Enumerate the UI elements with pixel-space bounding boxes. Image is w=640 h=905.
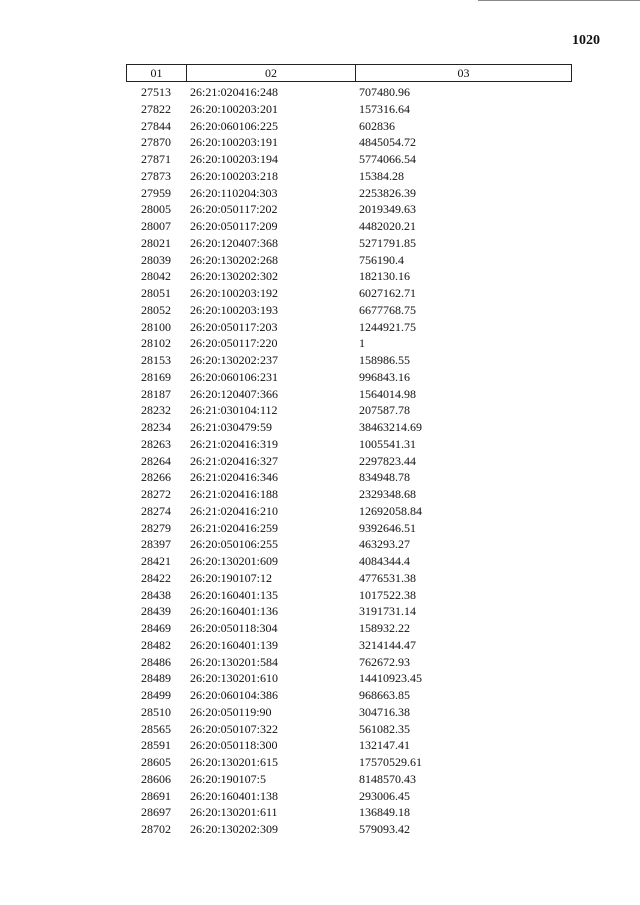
table-row xyxy=(126,520,570,537)
cell-row-id: 28439 xyxy=(141,604,171,619)
table-row xyxy=(126,402,570,419)
cell-row-id: 28499 xyxy=(141,688,171,702)
cell-value: 4776531.38 xyxy=(359,570,416,585)
cell-value: 2329348.68 xyxy=(359,487,416,501)
cell-row-id: 28169 xyxy=(141,369,171,384)
cell-cadastral-number: 26:20:120407:366 xyxy=(190,386,279,401)
cell-row-id: 28274 xyxy=(141,503,171,518)
cell-value: 17570529.61 xyxy=(359,755,422,769)
table-row xyxy=(126,118,570,135)
cell-cadastral-number: 26:21:020416:327 xyxy=(190,453,279,468)
cell-row-id: 28605 xyxy=(141,755,171,769)
cell-row-id: 28102 xyxy=(141,336,171,351)
cell-cadastral-number: 26:21:020416:259 xyxy=(190,520,279,535)
cell-value: 707480.96 xyxy=(359,85,410,99)
cell-value: 15384.28 xyxy=(359,168,404,183)
table-row xyxy=(126,503,570,520)
cell-row-id: 28153 xyxy=(141,353,171,367)
table-row xyxy=(126,721,570,738)
table-row xyxy=(126,335,570,352)
table-row xyxy=(126,687,570,704)
cell-value: 834948.78 xyxy=(359,470,410,485)
cell-cadastral-number: 26:20:060106:225 xyxy=(190,118,279,133)
cell-cadastral-number: 26:20:050117:209 xyxy=(190,219,278,233)
cell-cadastral-number: 26:20:190107:12 xyxy=(190,570,273,585)
cell-row-id: 28565 xyxy=(141,721,171,736)
cell-value: 2297823.44 xyxy=(359,453,416,468)
cell-row-id: 27870 xyxy=(141,135,171,150)
cell-row-id: 28234 xyxy=(141,420,171,434)
cell-row-id: 28482 xyxy=(141,637,171,652)
cell-row-id: 28691 xyxy=(141,788,171,803)
cell-cadastral-number: 26:20:130201:584 xyxy=(190,654,279,669)
cell-cadastral-number: 26:20:050119:90 xyxy=(190,704,272,719)
cell-cadastral-number: 26:20:060106:231 xyxy=(190,369,279,384)
table-row xyxy=(126,654,570,671)
cell-cadastral-number: 26:20:130202:268 xyxy=(190,252,279,267)
table-row xyxy=(126,553,570,570)
cell-cadastral-number: 26:20:130201:609 xyxy=(190,554,279,568)
cell-cadastral-number: 26:21:030479:59 xyxy=(190,420,273,434)
cell-cadastral-number: 26:20:120407:368 xyxy=(190,235,279,250)
cell-row-id: 28697 xyxy=(141,805,171,820)
cell-row-id: 28051 xyxy=(141,286,171,300)
table-row xyxy=(126,302,570,319)
cell-value: 12692058.84 xyxy=(359,503,422,518)
cell-value: 3191731.14 xyxy=(359,604,416,619)
table-row xyxy=(126,737,570,754)
cell-cadastral-number: 26:21:020416:210 xyxy=(190,503,279,518)
cell-cadastral-number: 26:21:030104:112 xyxy=(190,403,278,418)
table-row xyxy=(126,151,570,168)
table-row xyxy=(126,84,570,101)
cell-cadastral-number: 26:20:100203:192 xyxy=(190,286,279,300)
cell-cadastral-number: 26:20:130201:610 xyxy=(190,671,279,686)
cell-value: 5774066.54 xyxy=(359,152,416,166)
cell-value: 158932.22 xyxy=(359,621,410,635)
cell-cadastral-number: 26:21:020416:248 xyxy=(190,85,279,99)
cell-cadastral-number: 26:20:110204:303 xyxy=(190,185,278,200)
table-row xyxy=(126,469,570,486)
table-row xyxy=(126,268,570,285)
table-row xyxy=(126,134,570,151)
cell-value: 14410923.45 xyxy=(359,671,422,686)
page-number: 1020 xyxy=(572,33,600,48)
cell-value: 158986.55 xyxy=(359,353,410,367)
cell-value: 996843.16 xyxy=(359,369,410,384)
cell-row-id: 28421 xyxy=(141,554,171,568)
cell-value: 182130.16 xyxy=(359,269,410,284)
cell-row-id: 28591 xyxy=(141,738,171,753)
table-row xyxy=(126,603,570,620)
cell-row-id: 27959 xyxy=(141,185,171,200)
cell-cadastral-number: 26:20:130201:615 xyxy=(190,755,279,769)
cell-value: 207587.78 xyxy=(359,403,410,418)
cell-value: 1 xyxy=(359,336,365,351)
table-header xyxy=(126,64,572,82)
cell-row-id: 28397 xyxy=(141,537,171,552)
table-body xyxy=(126,84,570,838)
cell-cadastral-number: 26:20:100203:218 xyxy=(190,168,279,183)
table-row xyxy=(126,704,570,721)
cell-value: 1017522.38 xyxy=(359,587,416,602)
table-row xyxy=(126,101,570,118)
cell-row-id: 28510 xyxy=(141,704,171,719)
cell-cadastral-number: 26:20:160401:136 xyxy=(190,604,279,619)
table-row xyxy=(126,201,570,218)
cell-cadastral-number: 26:20:100203:191 xyxy=(190,135,279,150)
cell-cadastral-number: 26:20:160401:135 xyxy=(190,587,279,602)
cell-row-id: 27844 xyxy=(141,118,171,133)
table-row xyxy=(126,570,570,587)
cell-value: 2019349.63 xyxy=(359,202,416,217)
table-row xyxy=(126,386,570,403)
cell-value: 1564014.98 xyxy=(359,386,416,401)
cell-value: 602836 xyxy=(359,118,395,133)
cell-cadastral-number: 26:20:130201:611 xyxy=(190,805,278,820)
cell-cadastral-number: 26:20:050118:304 xyxy=(190,621,278,635)
cell-value: 136849.18 xyxy=(359,805,410,820)
cell-row-id: 28052 xyxy=(141,302,171,317)
cell-value: 4084344.4 xyxy=(359,554,410,568)
cell-row-id: 28039 xyxy=(141,252,171,267)
table-row xyxy=(126,453,570,470)
cell-value: 304716.38 xyxy=(359,704,410,719)
cell-value: 9392646.51 xyxy=(359,520,416,535)
cell-row-id: 28422 xyxy=(141,570,171,585)
cell-row-id: 28021 xyxy=(141,235,171,250)
cell-value: 6027162.71 xyxy=(359,286,416,300)
table-row xyxy=(126,637,570,654)
cell-value: 4482020.21 xyxy=(359,219,416,233)
cell-cadastral-number: 26:21:020416:346 xyxy=(190,470,279,485)
cell-cadastral-number: 26:20:100203:194 xyxy=(190,152,279,166)
cell-cadastral-number: 26:20:100203:201 xyxy=(190,101,279,116)
cell-cadastral-number: 26:20:130202:237 xyxy=(190,353,279,367)
table-row xyxy=(126,235,570,252)
table-row xyxy=(126,620,570,637)
cell-value: 1244921.75 xyxy=(359,319,416,334)
table-row xyxy=(126,218,570,235)
cell-row-id: 28438 xyxy=(141,587,171,602)
table-row xyxy=(126,252,570,269)
cell-row-id: 28486 xyxy=(141,654,171,669)
cell-cadastral-number: 26:21:020416:188 xyxy=(190,487,279,501)
cell-cadastral-number: 26:20:190107:5 xyxy=(190,771,267,786)
table-row xyxy=(126,319,570,336)
cell-value: 756190.4 xyxy=(359,252,404,267)
cell-row-id: 28187 xyxy=(141,386,171,401)
table-row xyxy=(126,419,570,436)
cell-row-id: 28100 xyxy=(141,319,171,334)
table-row xyxy=(126,486,570,503)
cell-cadastral-number: 26:20:160401:139 xyxy=(190,637,279,652)
header-col-03: 03 xyxy=(457,66,470,80)
cell-row-id: 27822 xyxy=(141,101,171,116)
cell-value: 762672.93 xyxy=(359,654,410,669)
table-row xyxy=(126,285,570,302)
cell-cadastral-number: 26:21:020416:319 xyxy=(190,436,279,451)
header-col-01: 01 xyxy=(127,65,187,81)
cell-row-id: 27871 xyxy=(141,152,171,166)
cell-value: 5271791.85 xyxy=(359,235,416,250)
table-row xyxy=(126,185,570,202)
cell-value: 132147.41 xyxy=(359,738,410,753)
cell-value: 6677768.75 xyxy=(359,302,416,317)
cell-value: 4845054.72 xyxy=(359,135,416,150)
cell-cadastral-number: 26:20:100203:193 xyxy=(190,302,279,317)
cell-value: 8148570.43 xyxy=(359,771,416,786)
cell-cadastral-number: 26:20:050117:203 xyxy=(190,319,278,334)
cell-row-id: 28266 xyxy=(141,470,171,485)
cell-value: 2253826.39 xyxy=(359,185,416,200)
cell-row-id: 28263 xyxy=(141,436,171,451)
cell-cadastral-number: 26:20:160401:138 xyxy=(190,788,279,803)
cell-cadastral-number: 26:20:060104:386 xyxy=(190,688,279,702)
cell-cadastral-number: 26:20:050117:202 xyxy=(190,202,278,217)
header-col-02: 02 xyxy=(187,65,356,81)
cell-value: 3214144.47 xyxy=(359,637,416,652)
cell-value: 1005541.31 xyxy=(359,436,416,451)
cell-row-id: 28007 xyxy=(141,219,171,233)
cell-row-id: 28272 xyxy=(141,487,171,501)
table-row xyxy=(126,670,570,687)
table-row xyxy=(126,821,570,838)
cell-row-id: 28489 xyxy=(141,671,171,686)
table-row xyxy=(126,168,570,185)
cell-row-id: 28606 xyxy=(141,771,171,786)
cell-value: 579093.42 xyxy=(359,822,410,836)
cell-cadastral-number: 26:20:130202:309 xyxy=(190,822,279,836)
table-row xyxy=(126,369,570,386)
table-row xyxy=(126,788,570,805)
table-row xyxy=(126,804,570,821)
cell-cadastral-number: 26:20:130202:302 xyxy=(190,269,279,284)
cell-row-id: 28702 xyxy=(141,822,171,836)
cell-value: 463293.27 xyxy=(359,537,410,552)
cell-cadastral-number: 26:20:050117:220 xyxy=(190,336,278,351)
cell-value: 293006.45 xyxy=(359,788,410,803)
top-rule xyxy=(478,0,640,1)
cell-cadastral-number: 26:20:050107:322 xyxy=(190,721,279,736)
cell-row-id: 28042 xyxy=(141,269,171,284)
table-row xyxy=(126,536,570,553)
table-row xyxy=(126,352,570,369)
table-row xyxy=(126,436,570,453)
cell-value: 38463214.69 xyxy=(359,420,422,434)
cell-row-id: 27513 xyxy=(141,85,171,99)
cell-row-id: 28279 xyxy=(141,520,171,535)
cell-value: 157316.64 xyxy=(359,101,410,116)
cell-row-id: 28232 xyxy=(141,403,171,418)
cell-row-id: 27873 xyxy=(141,168,171,183)
cell-value: 561082.35 xyxy=(359,721,410,736)
cell-row-id: 28005 xyxy=(141,202,171,217)
table-row xyxy=(126,771,570,788)
table-row xyxy=(126,587,570,604)
cell-cadastral-number: 26:20:050118:300 xyxy=(190,738,278,753)
cell-value: 968663.85 xyxy=(359,688,410,702)
table-row xyxy=(126,754,570,771)
cell-row-id: 28264 xyxy=(141,453,171,468)
cell-cadastral-number: 26:20:050106:255 xyxy=(190,537,279,552)
cell-row-id: 28469 xyxy=(141,621,171,635)
